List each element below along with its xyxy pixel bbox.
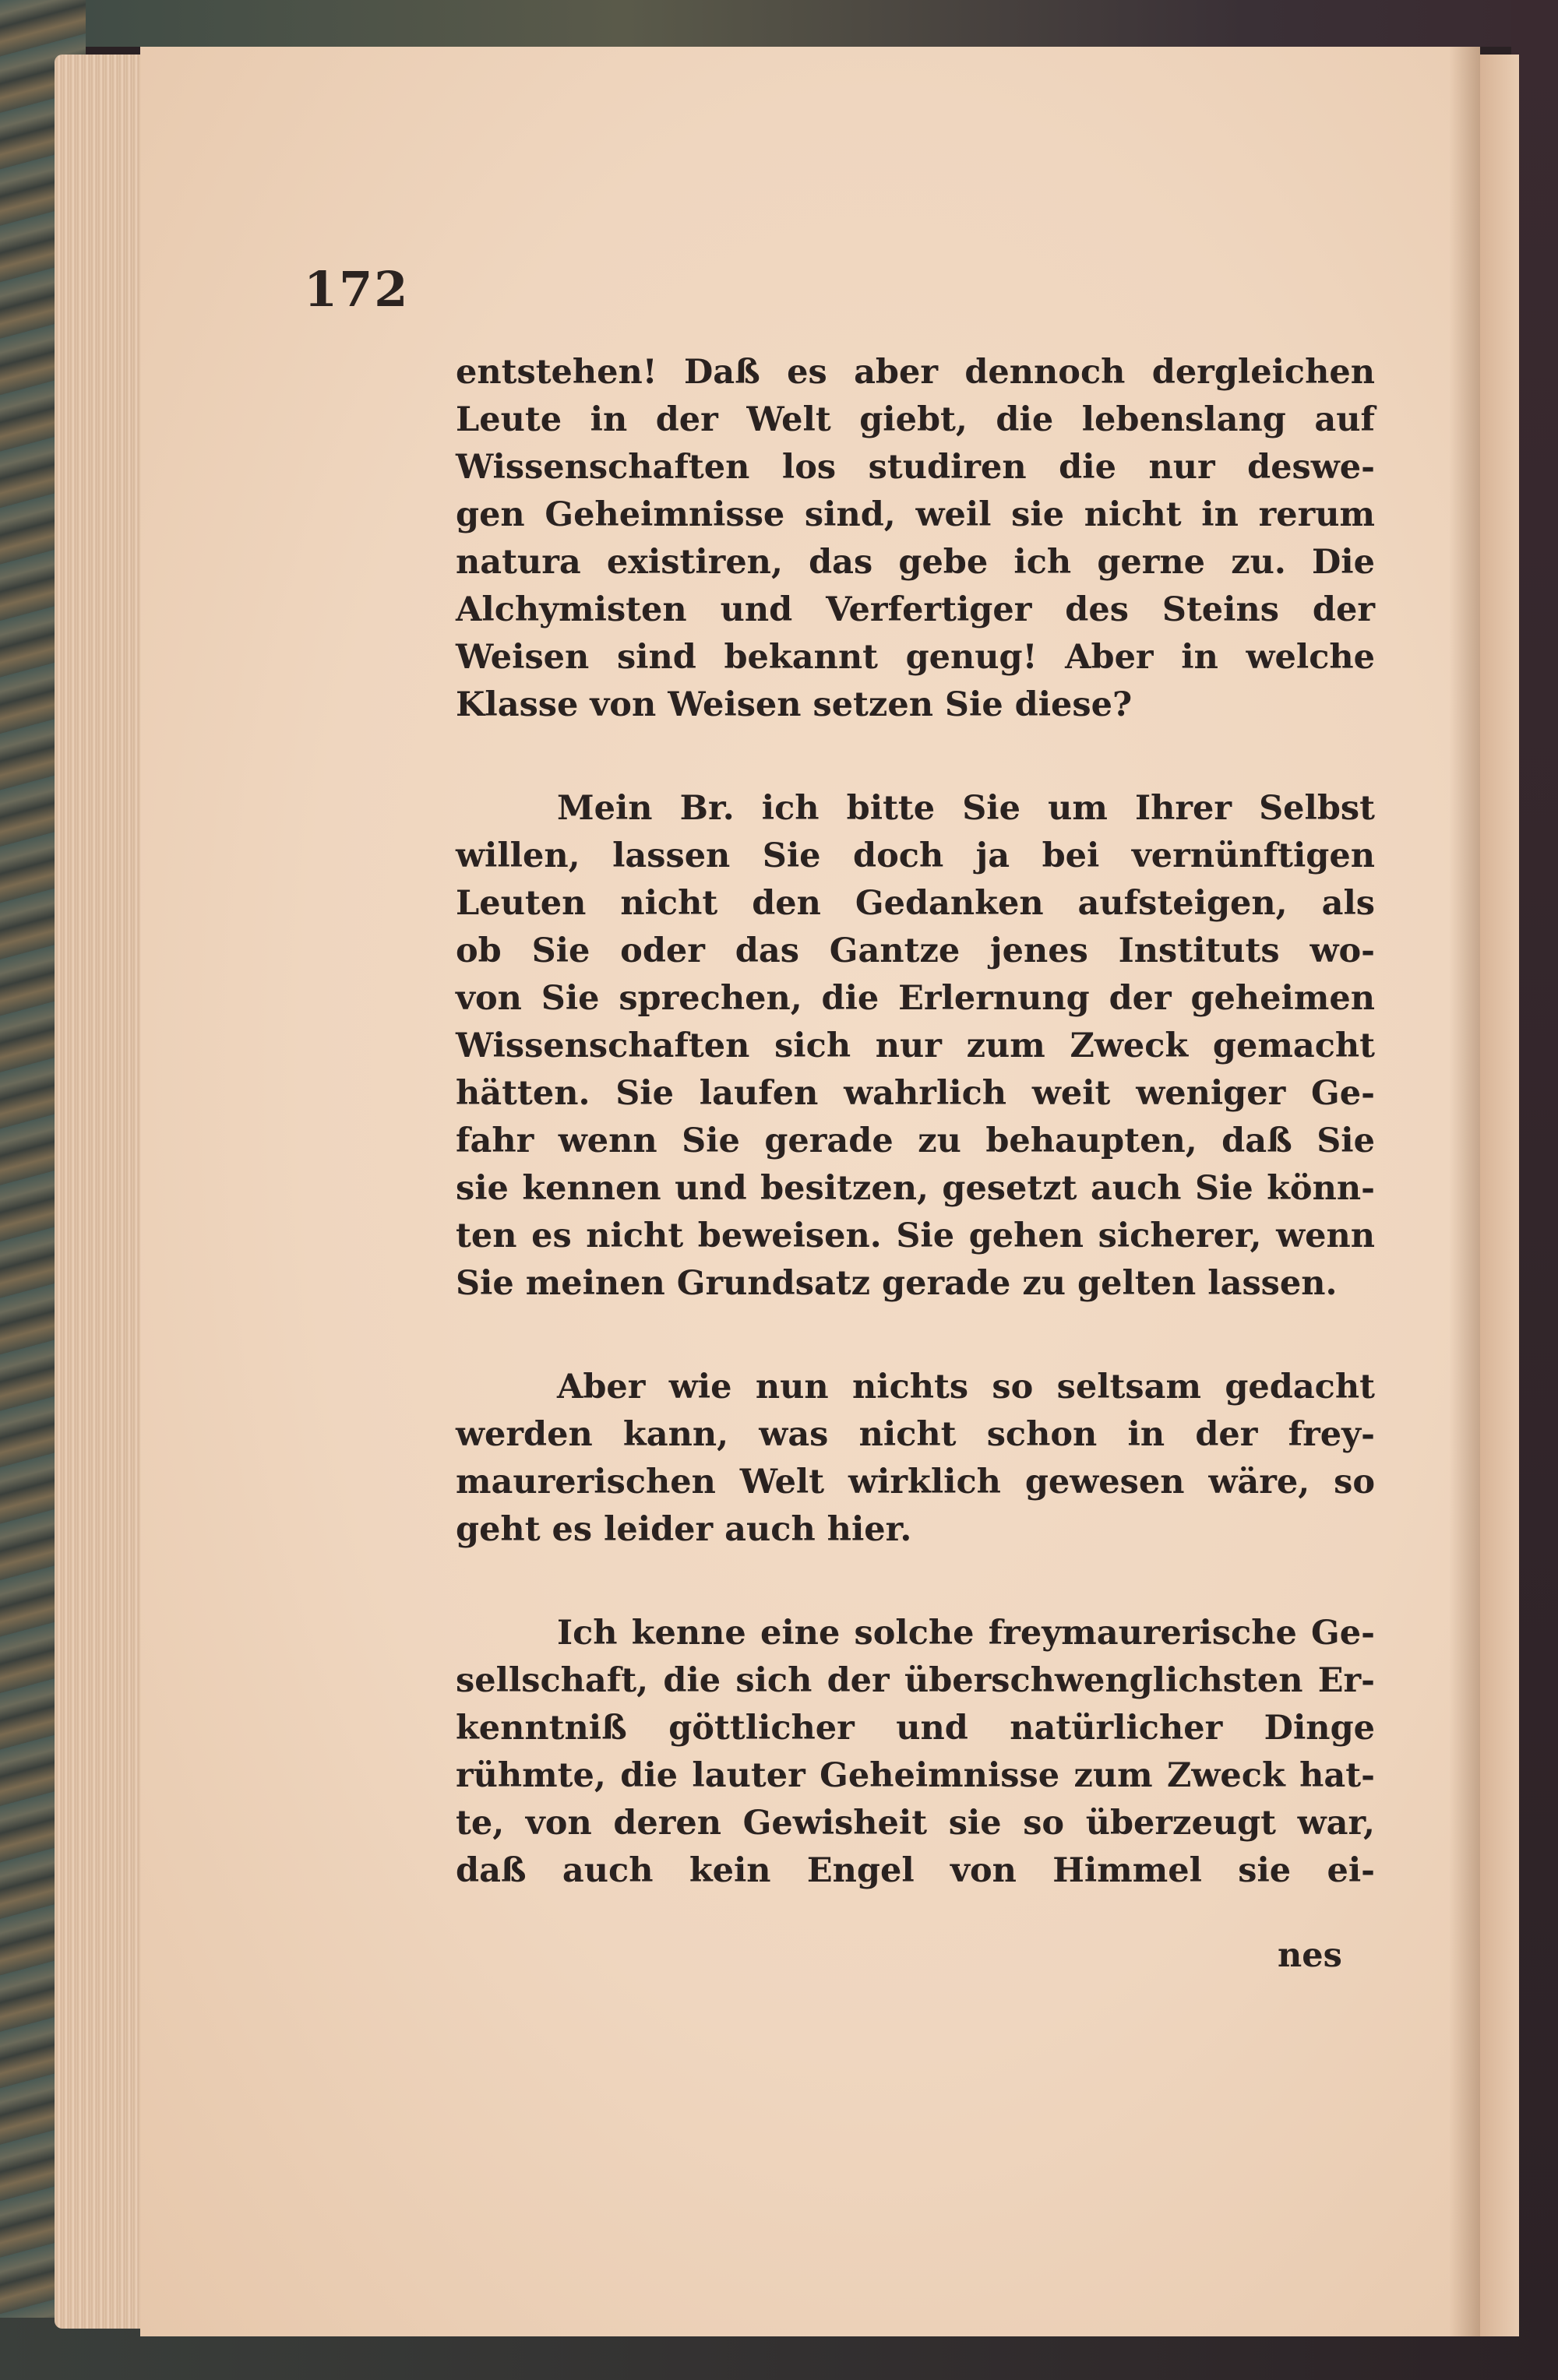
paragraph-gap — [456, 1308, 1375, 1364]
page-gutter-shadow — [1449, 47, 1480, 2336]
text-line: von Sie sprechen, die Erlernung der geheimen — [456, 979, 1375, 1018]
text-line: Wissenschaften los studiren die nur deswe- — [456, 448, 1375, 487]
paragraph-gap — [456, 729, 1375, 785]
page-number: 172 — [304, 261, 410, 318]
text-line: Aber wie nun nichts so seltsam gedacht — [557, 1368, 1375, 1407]
text-line: geht es leider auch hier. — [456, 1510, 912, 1549]
text-line: gen Geheimnisse sind, weil sie nicht in rerum — [456, 495, 1375, 534]
book-cover-top — [0, 0, 1558, 47]
text-line: te, von deren Gewisheit sie so überzeugt war, — [456, 1804, 1375, 1843]
paragraph-2 — [456, 785, 1375, 1308]
paragraph-1 — [456, 349, 1375, 729]
text-line: Wissenschaften sich nur zum Zweck gemacht — [456, 1026, 1375, 1065]
text-line: natura existiren, das gebe ich gerne zu. Die — [456, 543, 1375, 582]
text-line: sie kennen und besitzen, gesetzt auch Sie könn- — [456, 1169, 1375, 1208]
text-line: Sie meinen Grundsatz gerade zu gelten lassen. — [456, 1264, 1338, 1303]
text-line: willen, lassen Sie doch ja bei vernünftigen — [456, 836, 1375, 875]
text-line: daß auch kein Engel von Himmel sie ei- — [456, 1851, 1375, 1890]
paragraph-4 — [456, 1610, 1375, 1895]
facing-page-edge — [1480, 55, 1519, 2336]
text-line: fahr wenn Sie gerade zu behaupten, daß Sie — [456, 1121, 1375, 1160]
text-line: Weisen sind bekannt genug! Aber in welche — [456, 638, 1375, 677]
text-line: ob Sie oder das Gantze jenes Instituts wo- — [456, 931, 1375, 970]
text-line: hätten. Sie laufen wahrlich weit weniger Ge- — [456, 1074, 1375, 1113]
paragraph-3 — [456, 1364, 1375, 1554]
text-line: maurerischen Welt wirklich gewesen wäre, so — [456, 1463, 1375, 1502]
text-line: Leute in der Welt giebt, die lebenslang auf — [456, 400, 1375, 439]
paragraph-gap — [456, 1554, 1375, 1610]
text-line: sellschaft, die sich der überschwenglichsten Er- — [456, 1661, 1375, 1700]
text-line: Leuten nicht den Gedanken aufsteigen, als — [456, 884, 1375, 923]
text-line: ten es nicht beweisen. Sie gehen sicherer, wenn — [456, 1216, 1375, 1255]
text-line: entstehen! Daß es aber dennoch dergleichen — [456, 353, 1375, 392]
text-line: Alchymisten und Verfertiger des Steins der — [456, 590, 1375, 629]
text-line: rühmte, die lauter Geheimnisse zum Zweck hat- — [456, 1756, 1375, 1795]
body-text — [456, 349, 1375, 1895]
catchword: nes — [1278, 1936, 1342, 1975]
text-line: werden kann, was nicht schon in der frey- — [456, 1415, 1375, 1454]
text-line: kenntniß göttlicher und natürlicher Dinge — [456, 1709, 1375, 1748]
text-line: Klasse von Weisen setzen Sie diese? — [456, 685, 1133, 724]
text-line: Mein Br. ich bitte Sie um Ihrer Selbst — [557, 789, 1375, 828]
text-line: Ich kenne eine solche freymaurerische Ge- — [557, 1614, 1375, 1653]
